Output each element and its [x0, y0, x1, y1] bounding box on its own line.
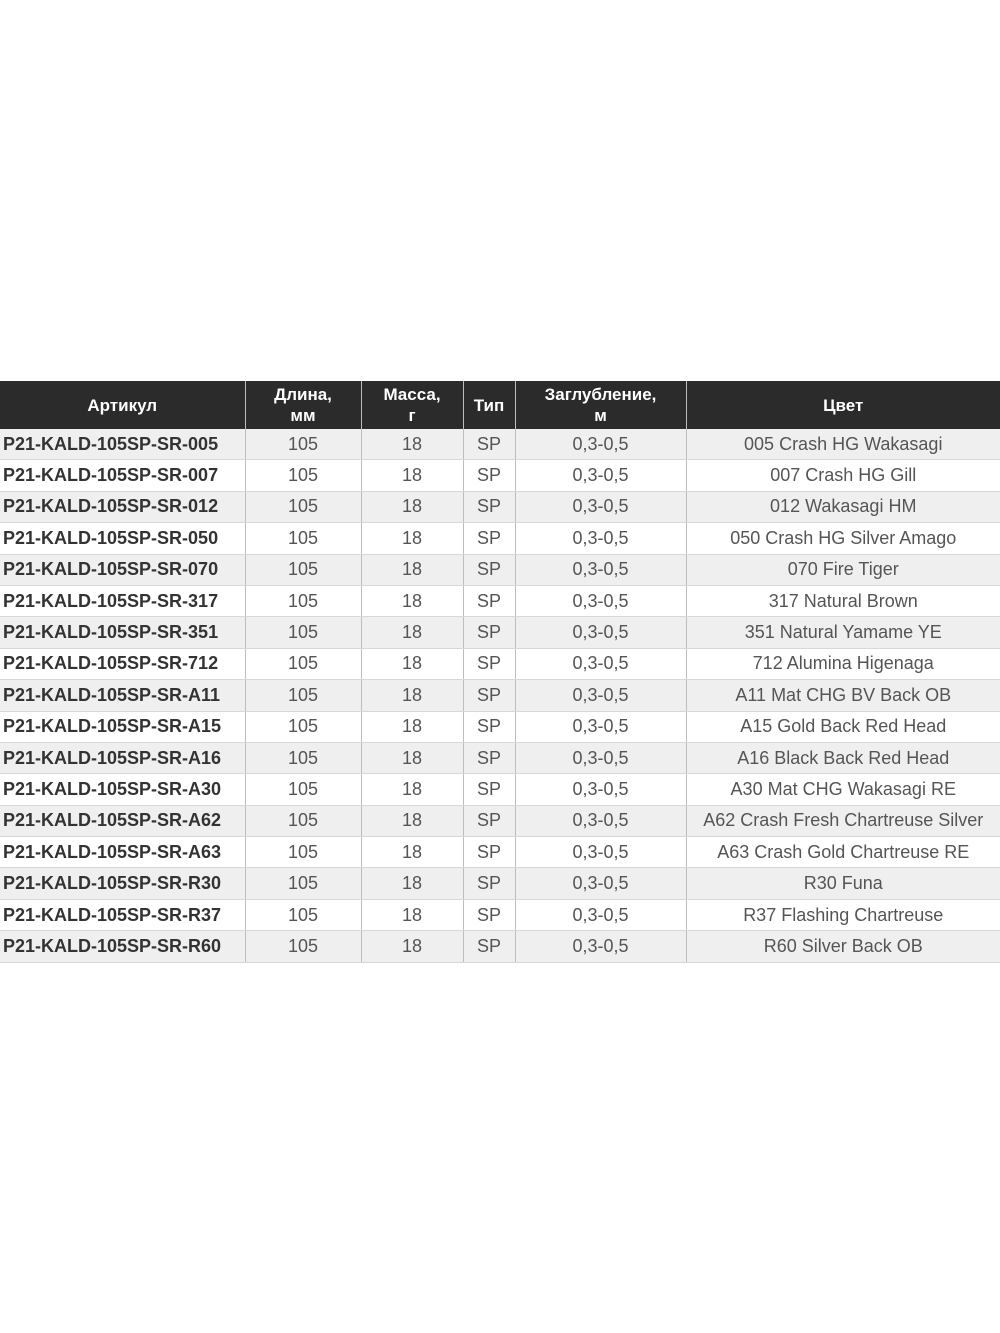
- cell-color: 005 Crash HG Wakasagi: [686, 429, 1000, 460]
- cell-length: 105: [245, 742, 361, 773]
- cell-depth: 0,3-0,5: [515, 617, 686, 648]
- cell-sku: P21-KALD-105SP-SR-R30: [0, 868, 245, 899]
- cell-type: SP: [463, 837, 515, 868]
- cell-sku: P21-KALD-105SP-SR-712: [0, 648, 245, 679]
- table-row: [0, 742, 1000, 773]
- table-row: [0, 429, 1000, 460]
- cell-sku: P21-KALD-105SP-SR-012: [0, 491, 245, 522]
- table-row: [0, 554, 1000, 585]
- cell-color: A11 Mat CHG BV Back OB: [686, 680, 1000, 711]
- cell-sku: P21-KALD-105SP-SR-005: [0, 429, 245, 460]
- table-row: [0, 837, 1000, 868]
- cell-type: SP: [463, 554, 515, 585]
- cell-sku: P21-KALD-105SP-SR-050: [0, 523, 245, 554]
- cell-depth: 0,3-0,5: [515, 585, 686, 616]
- header-length: Длина, мм: [245, 381, 361, 429]
- cell-sku: P21-KALD-105SP-SR-A63: [0, 837, 245, 868]
- header-mass: Масса, г: [361, 381, 463, 429]
- cell-color: 712 Alumina Higenaga: [686, 648, 1000, 679]
- table-row: [0, 805, 1000, 836]
- cell-color: 317 Natural Brown: [686, 585, 1000, 616]
- cell-mass: 18: [361, 868, 463, 899]
- table-row: [0, 491, 1000, 522]
- cell-type: SP: [463, 805, 515, 836]
- cell-length: 105: [245, 680, 361, 711]
- cell-depth: 0,3-0,5: [515, 491, 686, 522]
- cell-depth: 0,3-0,5: [515, 648, 686, 679]
- cell-depth: 0,3-0,5: [515, 837, 686, 868]
- cell-mass: 18: [361, 899, 463, 930]
- cell-length: 105: [245, 868, 361, 899]
- cell-length: 105: [245, 837, 361, 868]
- cell-length: 105: [245, 491, 361, 522]
- cell-sku: P21-KALD-105SP-SR-A62: [0, 805, 245, 836]
- cell-length: 105: [245, 774, 361, 805]
- cell-length: 105: [245, 617, 361, 648]
- cell-type: SP: [463, 742, 515, 773]
- cell-depth: 0,3-0,5: [515, 680, 686, 711]
- cell-sku: P21-KALD-105SP-SR-A30: [0, 774, 245, 805]
- cell-color: A62 Crash Fresh Chartreuse Silver: [686, 805, 1000, 836]
- header-depth: Заглубление, м: [515, 381, 686, 429]
- cell-mass: 18: [361, 837, 463, 868]
- cell-mass: 18: [361, 648, 463, 679]
- cell-type: SP: [463, 491, 515, 522]
- cell-depth: 0,3-0,5: [515, 931, 686, 962]
- cell-length: 105: [245, 899, 361, 930]
- table-row: [0, 899, 1000, 930]
- cell-sku: P21-KALD-105SP-SR-A16: [0, 742, 245, 773]
- cell-type: SP: [463, 429, 515, 460]
- cell-color: 351 Natural Yamame YE: [686, 617, 1000, 648]
- cell-color: 007 Crash HG Gill: [686, 460, 1000, 491]
- cell-depth: 0,3-0,5: [515, 774, 686, 805]
- header-row: [0, 381, 1000, 429]
- cell-depth: 0,3-0,5: [515, 429, 686, 460]
- cell-color: 070 Fire Tiger: [686, 554, 1000, 585]
- cell-color: A15 Gold Back Red Head: [686, 711, 1000, 742]
- table-row: [0, 523, 1000, 554]
- cell-depth: 0,3-0,5: [515, 899, 686, 930]
- cell-color: R37 Flashing Chartreuse: [686, 899, 1000, 930]
- cell-length: 105: [245, 554, 361, 585]
- cell-type: SP: [463, 774, 515, 805]
- table-row: [0, 648, 1000, 679]
- cell-length: 105: [245, 523, 361, 554]
- cell-length: 105: [245, 429, 361, 460]
- cell-color: 012 Wakasagi HM: [686, 491, 1000, 522]
- cell-depth: 0,3-0,5: [515, 711, 686, 742]
- cell-sku: P21-KALD-105SP-SR-007: [0, 460, 245, 491]
- cell-mass: 18: [361, 774, 463, 805]
- cell-type: SP: [463, 460, 515, 491]
- cell-mass: 18: [361, 460, 463, 491]
- cell-type: SP: [463, 523, 515, 554]
- table-row: [0, 617, 1000, 648]
- cell-depth: 0,3-0,5: [515, 805, 686, 836]
- cell-length: 105: [245, 648, 361, 679]
- cell-sku: P21-KALD-105SP-SR-A15: [0, 711, 245, 742]
- table-header: [0, 381, 1000, 429]
- cell-type: SP: [463, 617, 515, 648]
- cell-depth: 0,3-0,5: [515, 523, 686, 554]
- cell-type: SP: [463, 868, 515, 899]
- table-row: [0, 460, 1000, 491]
- table-row: [0, 585, 1000, 616]
- table-row: [0, 711, 1000, 742]
- cell-depth: 0,3-0,5: [515, 460, 686, 491]
- cell-sku: P21-KALD-105SP-SR-317: [0, 585, 245, 616]
- table-row: [0, 931, 1000, 962]
- cell-type: SP: [463, 711, 515, 742]
- cell-color: R60 Silver Back OB: [686, 931, 1000, 962]
- table-row: [0, 868, 1000, 899]
- table-row: [0, 680, 1000, 711]
- cell-length: 105: [245, 931, 361, 962]
- cell-mass: 18: [361, 742, 463, 773]
- cell-color: A30 Mat CHG Wakasagi RE: [686, 774, 1000, 805]
- cell-mass: 18: [361, 429, 463, 460]
- cell-mass: 18: [361, 585, 463, 616]
- cell-mass: 18: [361, 805, 463, 836]
- spec-table: [0, 381, 1000, 963]
- cell-color: A16 Black Back Red Head: [686, 742, 1000, 773]
- cell-mass: 18: [361, 711, 463, 742]
- cell-length: 105: [245, 460, 361, 491]
- cell-type: SP: [463, 648, 515, 679]
- cell-color: A63 Crash Gold Chartreuse RE: [686, 837, 1000, 868]
- cell-depth: 0,3-0,5: [515, 554, 686, 585]
- cell-color: R30 Funa: [686, 868, 1000, 899]
- cell-sku: P21-KALD-105SP-SR-R37: [0, 899, 245, 930]
- cell-mass: 18: [361, 617, 463, 648]
- cell-length: 105: [245, 805, 361, 836]
- cell-sku: P21-KALD-105SP-SR-R60: [0, 931, 245, 962]
- cell-length: 105: [245, 585, 361, 616]
- cell-mass: 18: [361, 931, 463, 962]
- cell-mass: 18: [361, 554, 463, 585]
- cell-depth: 0,3-0,5: [515, 742, 686, 773]
- header-sku: Артикул: [0, 381, 245, 429]
- cell-depth: 0,3-0,5: [515, 868, 686, 899]
- cell-sku: P21-KALD-105SP-SR-351: [0, 617, 245, 648]
- cell-type: SP: [463, 899, 515, 930]
- cell-sku: P21-KALD-105SP-SR-A11: [0, 680, 245, 711]
- header-type: Тип: [463, 381, 515, 429]
- table-body: [0, 429, 1000, 962]
- cell-length: 105: [245, 711, 361, 742]
- cell-type: SP: [463, 585, 515, 616]
- cell-sku: P21-KALD-105SP-SR-070: [0, 554, 245, 585]
- cell-mass: 18: [361, 523, 463, 554]
- cell-color: 050 Crash HG Silver Amago: [686, 523, 1000, 554]
- table-row: [0, 774, 1000, 805]
- header-color: Цвет: [686, 381, 1000, 429]
- cell-mass: 18: [361, 680, 463, 711]
- cell-type: SP: [463, 931, 515, 962]
- cell-type: SP: [463, 680, 515, 711]
- cell-mass: 18: [361, 491, 463, 522]
